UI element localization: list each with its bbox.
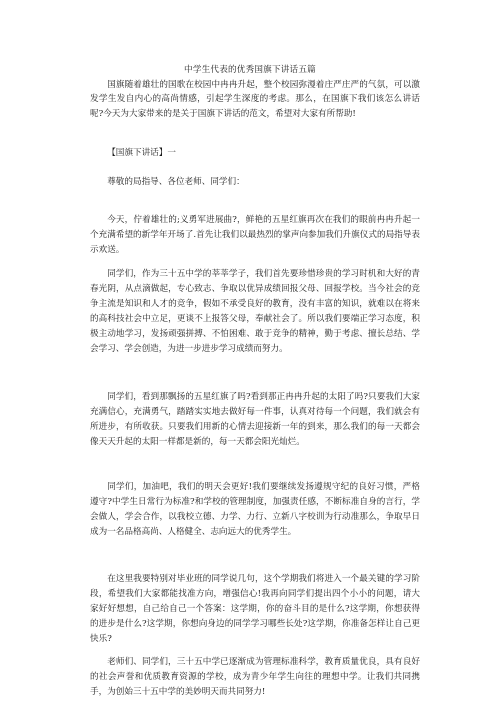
intro-paragraph: 国旗随着雄壮的国歌在校园中冉冉升起，整个校园弥漫着庄严庄严的气氛，可以激发学生发自内心的高尚情感，引起学生深度的考虑。那么，在国旗下我们该怎么讲话呢?今天为大家带来的是关于国旗下讲话的范文，希望对大家有所帮助! bbox=[90, 79, 420, 120]
document-title: 中学生代表的优秀国旗下讲话五篇 bbox=[184, 65, 316, 75]
greeting-line: 尊敬的局指导、各位老师、同学们： bbox=[107, 176, 245, 187]
body-paragraph-6: 老师们、同学们，三十五中学已逐渐成为管理标准科学，教育质量优良，具有良好的社会声誉和优质教育资源的学校，成为青少年学生向往的理想中学。让我们共同携手，为创始三十五中学的美妙明天而共同努力! bbox=[90, 656, 420, 697]
body-paragraph-4: 同学们，加油吧，我们的明天会更好!我们要继续发扬遵规守纪的良好习惯，严格遵守?中学生日常行为标准?和学校的管理制度，加强责任感，不断标准自身的言行，学会做人，学会合作，以我校立德、力学、力行、立新八字校训为行动准那么，争取早日成为一名品格高尚、人格健全、志向远大的优秀学生。 bbox=[90, 482, 420, 537]
section-heading: 【国旗下讲话】一 bbox=[107, 148, 176, 159]
body-paragraph-3: 同学们，看到那飘扬的五星红旗了吗?看到那正冉冉升起的太阳了吗?只要我们大家充满信心，充满勇气，踏踏实实地去做好每一件事，认真对待每一个问题，我们就会有所进步，有所收获。只要我们用新的心情去迎接新一年的到来，那么我们的每一天都会像天天升起的太阳一样都是新的，每一天都会阳光灿烂。 bbox=[90, 391, 420, 447]
body-paragraph-1: 今天，佇着雄壮的;义勇军进展曲?，鲜艳的五星红旗再次在我们的眼前冉冉升起一个充满希望的新学年开场了.首先让我们以最热烈的掌声向参加我们升旗仪式的局指导表示欢送。 bbox=[90, 215, 420, 255]
body-paragraph-5: 在这里我要特别对毕业班的同学说几句，这个学期我们将进入一个最关键的学习阶段，希望我们大家都能找准方向，增强信心!我再向同学们提出四个小小的问题，请大家好好想想，自己给自己一个答案：这学期，你的奋斗目的是什么?这学期，你想获得的进步是什么?这学期，你想向身边的同学学习哪些长处?这学期，你准备怎样让自己更快乐? bbox=[90, 574, 420, 645]
body-paragraph-2: 同学们，作为三十五中学的莘莘学子，我们首先要珍惜珍贵的学习时机和大好的青春光阴，从点滴做起，专心致志、争取以优异成绩回报父母、回报学校。当今社会的竞争主流是知识和人才的竞争，假如不承受良好的教育，没有丰富的知识，就难以在将来的高科技社会中立足，更谈不上报答父母，奉献社会了。所以我们要端正学习态度，积极主动地学习，发扬顽强拼搏、不怕困难、敢于竞争的精神，勤于考虑、擅长总结、学会学习、学会创造，为进一步进步学习成绩而努力。 bbox=[90, 269, 420, 354]
